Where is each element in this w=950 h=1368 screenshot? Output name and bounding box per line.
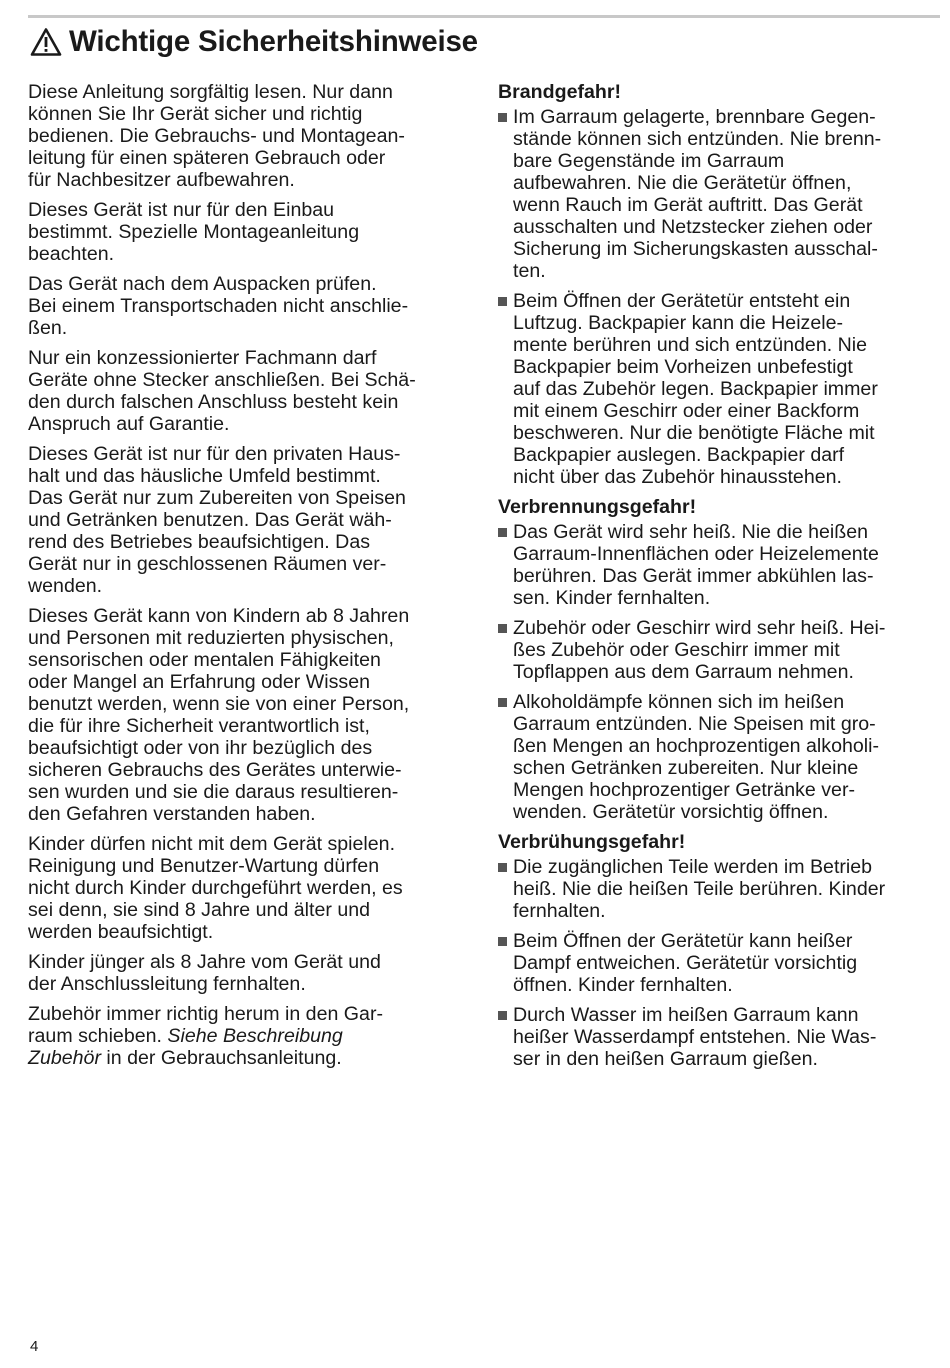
bullet-text: Beim Öffnen der Gerätetür entsteht ein Luftzug. Backpapier kann die Heizele- mente berühren und sich entzünden. Nie Backpapier beim Vorheizen unbefestigt auf das Zubehör legen. Backpapier immer mit einem Geschirr oder einer Backform beschweren. Nur die benötigte Fläche mit Backpapier auslegen. Backpapier darf nicht über das Zubehör hinausstehen. (513, 290, 878, 488)
paragraph: Nur ein konzessionierter Fachmann darf Geräte ohne Stecker anschließen. Bei Schä- den durch falschen Anschluss besteht kein Anspruch auf Garantie. (28, 347, 416, 435)
page-title-text: Wichtige Sicherheitshinweise (69, 25, 478, 58)
bullet-text: Beim Öffnen der Gerätetür kann heißer Dampf entweichen. Gerätetür vorsichtig öffnen. Kinder fernhalten. (513, 930, 858, 996)
bullet-square-icon (498, 863, 507, 872)
paragraph-accessories (28, 1003, 474, 1069)
bullet-square-icon (498, 1011, 507, 1020)
page-title (30, 21, 478, 63)
bullet-item (498, 106, 940, 282)
bullet-square-icon (498, 113, 507, 122)
bullet-text: Das Gerät wird sehr heiß. Nie die heißen Garraum-Innenflächen oder Heizelemente berühren. Das Gerät immer abkühlen las- sen. Kinder fernhalten. (513, 521, 879, 609)
paragraph: Dieses Gerät ist nur für den Einbau bestimmt. Spezielle Montageanleitung beachten. (28, 199, 360, 265)
bullet-item (498, 617, 940, 683)
bullet-text: Die zugänglichen Teile werden im Betrieb heiß. Nie die heißen Teile berühren. Kinder fernhalten. (513, 856, 886, 922)
paragraph: Diese Anleitung sorgfältig lesen. Nur dann können Sie Ihr Gerät sicher und richtig bedienen. Die Gebrauchs- und Montagean- leitung für einen späteren Gebrauch oder für Nachbesitzer aufbewahren. (28, 81, 405, 191)
bullet-item (498, 856, 940, 922)
right-column (498, 81, 940, 1078)
paragraph: Dieses Gerät kann von Kindern ab 8 Jahren und Personen mit reduzierten physischen, sensorischen oder mentalen Fähigkeiten oder Mangel an Erfahrung oder Wissen benutzt werden, wenn sie von einer Person, die für ihre Sicherheit verantwortlich ist, beaufsichtigt oder von ihr bezüglich des sicheren Gebrauchs des Gerätes unterwie- sen wurden und sie die daraus resultieren- den Gefahren verstanden haben. (28, 605, 410, 825)
section-heading: Brandgefahr! (498, 81, 622, 103)
paragraph: Kinder jünger als 8 Jahre vom Gerät und der Anschlussleitung fernhalten. (28, 951, 381, 995)
bullet-item (498, 1004, 940, 1070)
bullet-square-icon (498, 528, 507, 537)
reference-italic: Siehe Beschreibung Zubehör (28, 1025, 343, 1069)
section-burn-hazard (498, 496, 940, 823)
paragraph-text: Zubehör immer richtig herum in den Gar- raum schieben. (28, 1003, 383, 1047)
bullet-item (498, 521, 940, 609)
bullet-item (498, 930, 940, 996)
left-column (28, 81, 474, 1077)
warning-triangle-icon (30, 27, 62, 57)
page-number: 4 (30, 1338, 39, 1355)
bullet-text: Im Garraum gelagerte, brennbare Gegen- stände können sich entzünden. Nie brenn- bare Gegenstände im Garraum aufbewahren. Nie die Gerätetür öffnen, wenn Rauch im Gerät auftritt. Das Gerät ausschalten und Netzstecker ziehen oder Sicherung im Sicherungskasten ausschal- ten. (513, 106, 882, 282)
section-fire-hazard (498, 81, 940, 488)
bullet-square-icon (498, 937, 507, 946)
bullet-item (498, 290, 940, 488)
section-scald-hazard (498, 831, 940, 1070)
paragraph: Dieses Gerät ist nur für den privaten Haus- halt und das häusliche Umfeld bestimmt. Das Gerät nur zum Zubereiten von Speisen und Getränken benutzen. Das Gerät wäh- rend des Betriebes beaufsichtigen. Das Gerät nur in geschlossenen Räumen ver- wenden. (28, 443, 406, 597)
bullet-text: Zubehör oder Geschirr wird sehr heiß. Hei- ßes Zubehör oder Geschirr immer mit Topflappen aus dem Garraum nehmen. (513, 617, 886, 683)
bullet-text: Durch Wasser im heißen Garraum kann heißer Wasserdampf entstehen. Nie Was- ser in den heißen Garraum gießen. (513, 1004, 877, 1070)
paragraph-text: in der Gebrauchsanleitung. (100, 1047, 342, 1069)
bullet-square-icon (498, 698, 507, 707)
bullet-square-icon (498, 297, 507, 306)
bullet-text: Alkoholdämpfe können sich im heißen Garraum entzünden. Nie Speisen mit gro- ßen Mengen an hochprozentigen alkoholi- schen Getränken zubereiten. Nur kleine Mengen hochprozentiger Getränke ver- wenden. Gerätetür vorsichtig öffnen. (513, 691, 879, 823)
bullet-item (498, 691, 940, 823)
top-rule (28, 15, 940, 18)
section-heading: Verbrennungsgefahr! (498, 496, 697, 518)
bullet-square-icon (498, 624, 507, 633)
paragraph: Kinder dürfen nicht mit dem Gerät spielen. Reinigung und Benutzer-Wartung dürfen nicht durch Kinder durchgeführt werden, es sei denn, sie sind 8 Jahre und älter und werden beaufsichtigt. (28, 833, 403, 943)
paragraph: Das Gerät nach dem Auspacken prüfen. Bei einem Transportschaden nicht anschlie- ßen. (28, 273, 409, 339)
section-heading: Verbrühungsgefahr! (498, 831, 686, 853)
